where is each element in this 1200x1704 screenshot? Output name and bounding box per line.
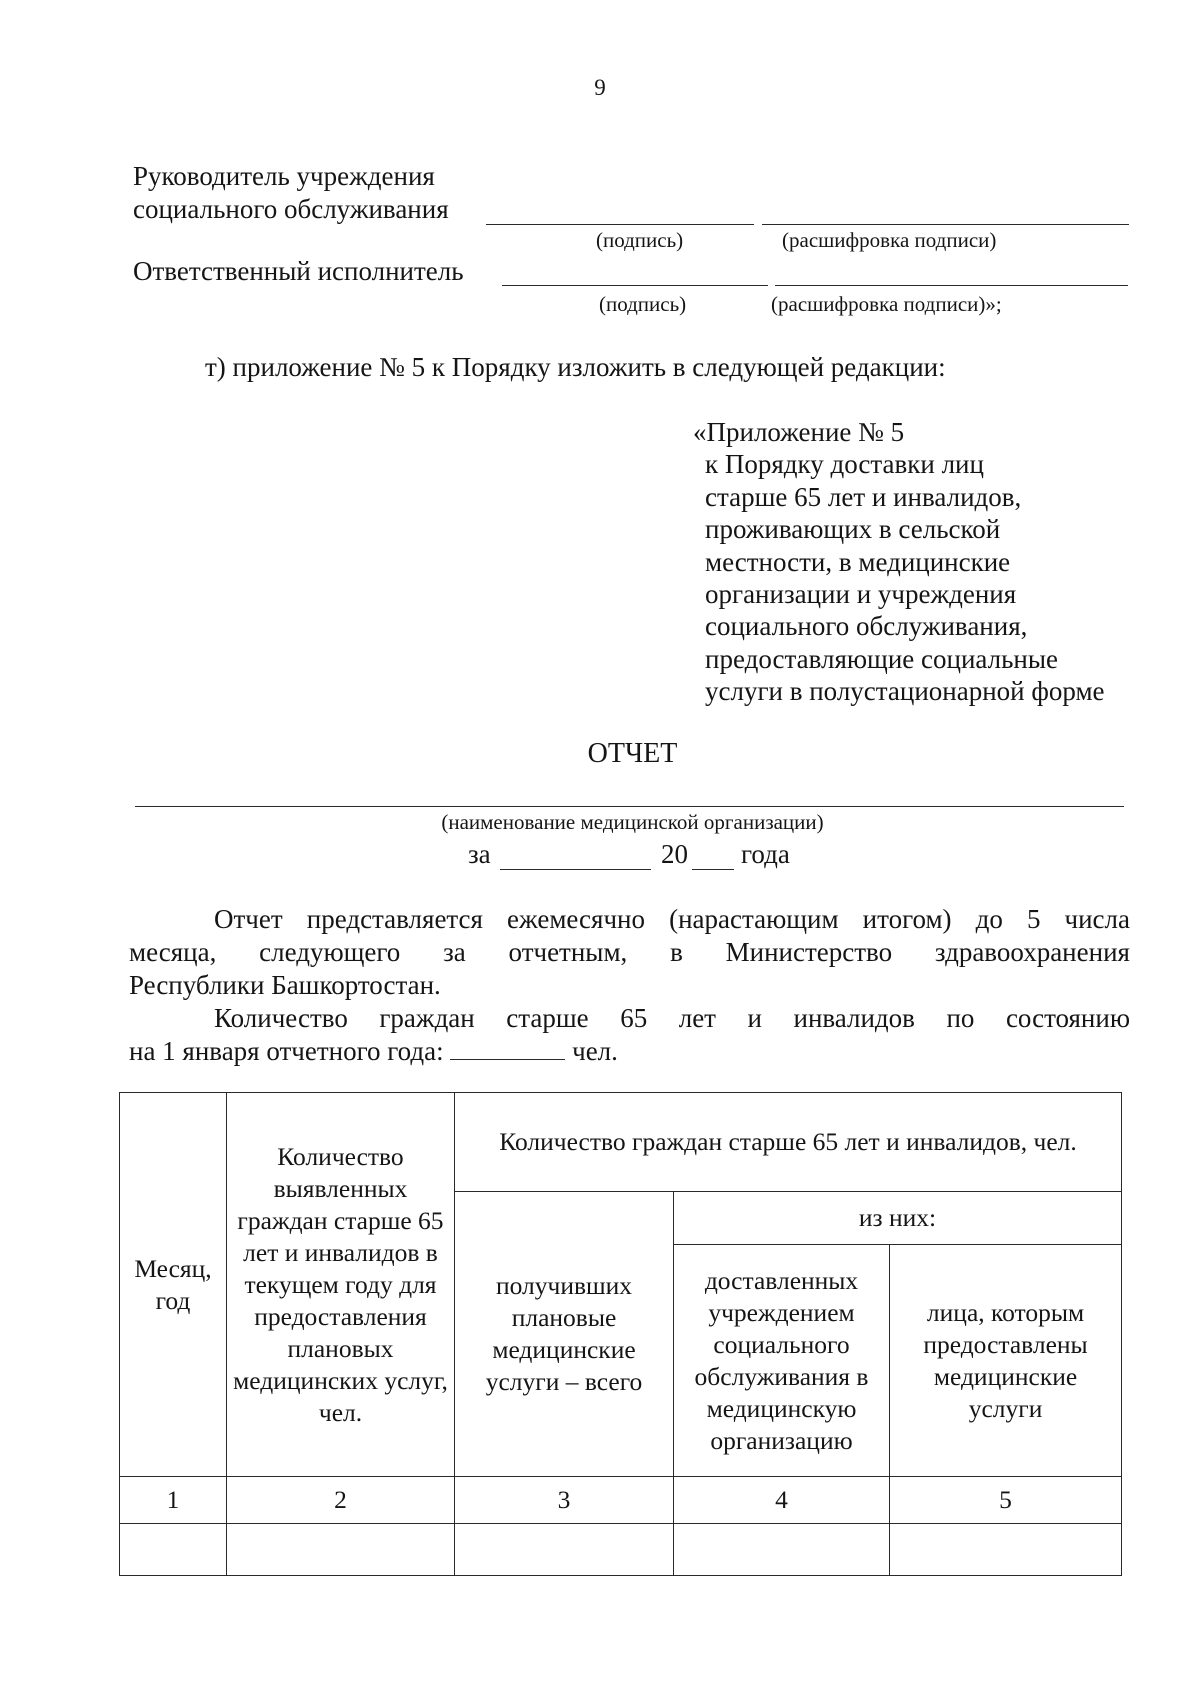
head-signature-line xyxy=(486,224,754,225)
org-name-caption: (наименование медицинской организации) xyxy=(441,810,824,834)
table-row xyxy=(120,1524,1122,1576)
executor-signature-line xyxy=(502,285,768,286)
empty-cell xyxy=(120,1524,227,1576)
executor-decode-caption: (расшифровка подписи)»; xyxy=(771,292,1002,316)
head-title-line1: Руководитель учреждения xyxy=(133,161,435,191)
executor-title: Ответственный исполнитель xyxy=(133,256,464,286)
page-number: 9 xyxy=(594,75,606,100)
period-suffix: года xyxy=(741,839,790,869)
period-year-prefix: 20 xyxy=(661,839,688,869)
executor-signature-caption: (подпись) xyxy=(599,292,687,316)
report-title: ОТЧЕТ xyxy=(587,738,678,769)
column-number: 5 xyxy=(890,1477,1122,1524)
header-citizens-count: Количество граждан старше 65 лет и инвалидов, чел. xyxy=(455,1093,1122,1192)
paragraph-line: Отчет представляется ежемесячно (нарастающим итогом) до 5 числа xyxy=(214,904,1130,934)
head-decode-caption: (расшифровка подписи) xyxy=(782,228,997,252)
count-blank-line xyxy=(450,1035,565,1060)
header-month-year: Месяц, год xyxy=(120,1093,227,1477)
column-number: 1 xyxy=(120,1477,227,1524)
report-table xyxy=(119,1092,1122,1576)
column-number: 4 xyxy=(674,1477,890,1524)
executor-decode-line xyxy=(775,285,1128,286)
empty-cell xyxy=(455,1524,674,1576)
paragraph-line: месяца, следующего за отчетным, в Министерство здравоохранения xyxy=(129,937,1130,967)
appendix-line: предоставляющие социальные xyxy=(705,643,1058,674)
paragraph-count xyxy=(129,1002,1130,1068)
appendix-header xyxy=(693,416,1105,708)
appendix-line: социального обслуживания, xyxy=(705,611,1028,642)
paragraph-submission xyxy=(129,903,1130,1002)
appendix-line: к Порядку доставки лиц xyxy=(705,449,984,480)
header-received-services: получивших плановые медицинские услуги – всего xyxy=(455,1192,674,1477)
column-number-row xyxy=(120,1477,1122,1524)
empty-cell xyxy=(674,1524,890,1576)
paragraph-line: Количество граждан старше 65 лет и инвалидов по состоянию xyxy=(214,1003,1130,1033)
appendix-line: организации и учреждения xyxy=(705,579,1017,610)
empty-cell xyxy=(890,1524,1122,1576)
header-delivered: доставленных учреждением социального обслуживания в медицинскую организацию xyxy=(674,1245,890,1477)
head-signature-caption: (подпись) xyxy=(596,228,684,252)
appendix-line: «Приложение № 5 xyxy=(693,417,905,447)
appendix-line: местности, в медицинские xyxy=(705,546,1011,577)
appendix-line: проживающих в сельской xyxy=(705,514,1001,545)
org-name-line xyxy=(135,806,1124,807)
appendix-line: старше 65 лет и инвалидов, xyxy=(705,481,1022,512)
instruction-text: т) приложение № 5 к Порядку изложить в следующей редакции: xyxy=(205,352,946,382)
column-number: 3 xyxy=(455,1477,674,1524)
empty-cell xyxy=(227,1524,455,1576)
head-decode-line xyxy=(762,224,1129,225)
paragraph-line: Республики Башкортостан. xyxy=(129,970,441,1000)
period-prefix: за xyxy=(468,839,491,869)
period-year-line xyxy=(692,869,734,870)
column-number: 2 xyxy=(227,1477,455,1524)
paragraph-line: на 1 января отчетного года: чел. xyxy=(129,1036,618,1066)
appendix-line: услуги в полустационарной форме xyxy=(705,676,1105,707)
header-identified-count: Количество выявленных граждан старше 65 лет и инвалидов в текущем году для предоставления плановых медицинских услуг, чел. xyxy=(227,1093,455,1477)
period-month-line xyxy=(500,869,651,870)
head-title-line2: социального обслуживания xyxy=(133,194,449,224)
header-of-them: из них: xyxy=(674,1192,1122,1245)
header-provided-services: лица, которым предоставлены медицинские услуги xyxy=(890,1245,1122,1477)
